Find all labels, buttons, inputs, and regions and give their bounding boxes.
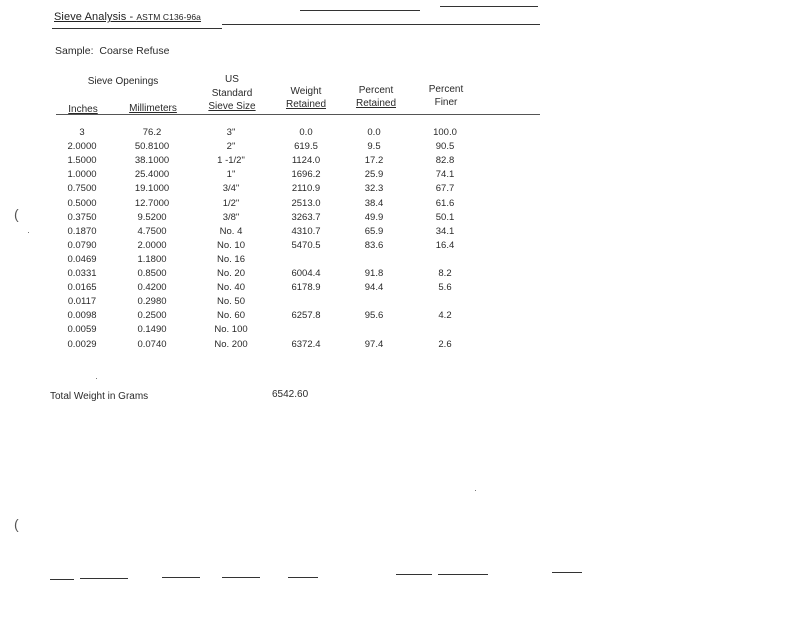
bottom-rule-1: [50, 579, 74, 580]
bottom-rule-5: [288, 577, 318, 578]
cell-percent-retained: 83.6: [364, 239, 384, 251]
cell-millimeters: 12.7000: [134, 197, 170, 209]
cell-millimeters: 76.2: [142, 127, 162, 138]
cell-sieve-size: No. 200: [214, 338, 248, 350]
cell-millimeters: 50.8100: [134, 141, 170, 153]
cell-millimeters: 2.0000: [137, 239, 167, 251]
scan-speck: [475, 490, 476, 491]
cell-inches: 0.3750: [67, 211, 97, 223]
cell-sieve-size: No. 20: [217, 268, 245, 279]
header-percent-retained-2: Retained: [355, 98, 397, 109]
scan-speck: [96, 378, 97, 379]
cell-inches: 0.0331: [67, 268, 97, 279]
cell-sieve-size: 1": [226, 169, 236, 181]
cell-sieve-size: 3/8": [222, 211, 240, 223]
cell-millimeters: 0.0740: [137, 338, 167, 350]
header-inches: Inches: [68, 104, 98, 115]
cell-percent-finer: 100.0: [433, 127, 457, 138]
cell-millimeters: 19.1000: [134, 183, 170, 195]
cell-percent-finer: 2.6: [438, 338, 452, 350]
cell-percent-retained: 95.6: [364, 310, 384, 322]
top-rule-2: [222, 24, 540, 25]
total-value: 6542.60: [272, 389, 309, 400]
sample-value: Coarse Refuse: [99, 45, 170, 57]
cell-percent-retained: 49.9: [364, 211, 384, 223]
cell-weight-retained: 0.0: [299, 127, 313, 138]
cell-millimeters: 25.4000: [134, 169, 170, 181]
cell-inches: 0.0029: [67, 338, 97, 350]
cell-percent-finer: 4.2: [438, 310, 452, 322]
cell-inches: 0.0469: [67, 253, 97, 265]
cell-percent-finer: 5.6: [438, 282, 452, 294]
cell-sieve-size: No. 100: [214, 324, 248, 336]
cell-millimeters: 9.5200: [137, 211, 167, 223]
cell-sieve-size: No. 60: [217, 310, 245, 322]
cell-weight-retained: 6004.4: [291, 268, 321, 279]
cell-weight-retained: 1696.2: [291, 169, 321, 181]
total-label: Total Weight in Grams: [50, 391, 149, 402]
cell-inches: 3: [79, 127, 85, 138]
document-title: [54, 11, 201, 23]
cell-sieve-size: No. 40: [217, 282, 245, 294]
cell-sieve-size: 3/4": [222, 183, 240, 195]
cell-percent-retained: 97.4: [364, 338, 384, 350]
cell-inches: 0.0165: [67, 282, 97, 294]
cell-sieve-size: 3": [226, 127, 236, 138]
header-percent-finer-1: Percent: [428, 84, 464, 95]
cell-inches: 1.0000: [67, 169, 97, 181]
sample-line: [55, 45, 169, 57]
cell-sieve-size: 1 -1/2": [217, 155, 245, 167]
cell-millimeters: 0.8500: [137, 268, 167, 279]
cell-millimeters: 1.1800: [137, 253, 167, 265]
bottom-rule-8: [552, 572, 582, 573]
punch-hole-mark-upper: (: [14, 206, 19, 222]
cell-millimeters: 0.1490: [137, 324, 167, 336]
header-sieve-openings: Sieve Openings: [87, 76, 159, 87]
top-rule-4: [440, 6, 538, 7]
cell-weight-retained: 2513.0: [291, 197, 321, 209]
cell-percent-finer: 74.1: [435, 169, 455, 181]
cell-sieve-size: 2": [226, 141, 236, 153]
header-standard: Standard: [211, 88, 253, 99]
cell-inches: 0.5000: [67, 197, 97, 209]
cell-percent-finer: 67.7: [435, 183, 455, 195]
cell-millimeters: 38.1000: [134, 155, 170, 167]
bottom-rule-3: [162, 577, 200, 578]
cell-weight-retained: 5470.5: [291, 239, 321, 251]
cell-inches: 0.1870: [67, 225, 97, 237]
title-standard: ASTM C136-96a: [136, 12, 202, 22]
cell-inches: 0.0059: [67, 324, 97, 336]
cell-percent-retained: 0.0: [367, 127, 381, 138]
top-rule-1: [52, 28, 222, 29]
cell-percent-finer: 34.1: [435, 225, 455, 237]
header-percent-finer-2: Finer: [434, 97, 458, 108]
header-us: US: [225, 74, 239, 85]
cell-percent-finer: 8.2: [438, 268, 452, 279]
cell-inches: 1.5000: [67, 155, 97, 167]
cell-sieve-size: No. 10: [217, 239, 245, 251]
cell-percent-finer: 61.6: [435, 197, 455, 209]
cell-percent-finer: 16.4: [435, 239, 455, 251]
sample-label: Sample:: [55, 45, 94, 57]
cell-percent-retained: 38.4: [364, 197, 384, 209]
cell-inches: 2.0000: [67, 141, 97, 153]
cell-percent-retained: 94.4: [364, 282, 384, 294]
header-weight: Weight: [290, 86, 322, 97]
cell-weight-retained: 6178.9: [291, 282, 321, 294]
cell-sieve-size: No. 4: [219, 225, 243, 237]
cell-percent-retained: 17.2: [364, 155, 384, 167]
cell-weight-retained: 619.5: [294, 141, 318, 153]
cell-inches: 0.7500: [67, 183, 97, 195]
cell-weight-retained: 2110.9: [291, 183, 321, 195]
cell-sieve-size: No. 50: [217, 296, 245, 308]
cell-inches: 0.0117: [67, 296, 97, 308]
bottom-rule-6: [396, 574, 432, 575]
cell-weight-retained: 1124.0: [291, 155, 321, 167]
bottom-rule-4: [222, 577, 260, 578]
bottom-rule-2: [80, 578, 128, 579]
scan-speck: [28, 232, 29, 233]
header-millimeters: Millimeters: [129, 103, 177, 114]
title-main: Sieve Analysis -: [54, 11, 137, 23]
cell-millimeters: 0.2500: [137, 310, 167, 322]
cell-percent-retained: 32.3: [364, 183, 384, 195]
header-sieve-size: Sieve Size: [208, 101, 256, 112]
cell-weight-retained: 3263.7: [291, 211, 321, 223]
header-underline: [56, 114, 540, 115]
cell-sieve-size: No. 16: [217, 253, 245, 265]
bottom-rule-7: [438, 574, 488, 575]
cell-weight-retained: 6372.4: [291, 338, 321, 350]
cell-percent-finer: 90.5: [435, 141, 455, 153]
header-percent-retained-1: Percent: [358, 85, 394, 96]
cell-millimeters: 0.4200: [137, 282, 167, 294]
cell-sieve-size: 1/2": [222, 197, 240, 209]
cell-percent-retained: 91.8: [364, 268, 384, 279]
cell-weight-retained: 4310.7: [291, 225, 321, 237]
cell-percent-finer: 82.8: [435, 155, 455, 167]
cell-weight-retained: 6257.8: [291, 310, 321, 322]
header-weight-retained: Retained: [285, 99, 327, 110]
top-rule-3: [300, 10, 420, 11]
cell-millimeters: 4.7500: [137, 225, 167, 237]
cell-inches: 0.0098: [67, 310, 97, 322]
punch-hole-mark-lower: (: [14, 516, 19, 532]
cell-percent-retained: 9.5: [367, 141, 381, 153]
cell-percent-finer: 50.1: [435, 211, 455, 223]
cell-percent-retained: 25.9: [364, 169, 384, 181]
cell-inches: 0.0790: [67, 239, 97, 251]
cell-percent-retained: 65.9: [364, 225, 384, 237]
cell-millimeters: 0.2980: [137, 296, 167, 308]
